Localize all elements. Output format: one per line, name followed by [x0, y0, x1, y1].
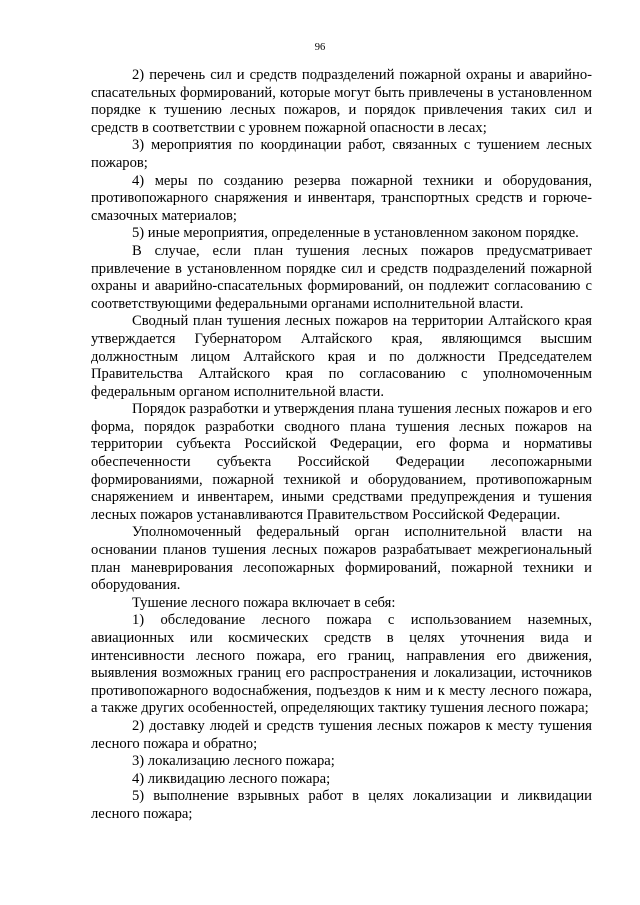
- paragraph-development-procedure: Порядок разработки и утверждения плана тушения лесных пожаров и его форма, порядок разработки сводного плана тушения лесных пожаров на территории субъекта Российской Федерации, его форма и нормативы обеспеченности субъекта Российской Федерации лесопожарными формированиями, пожарной техникой и оборудованием, противопожарным снаряжением и инвентарем, иными средствами предупреждения и тушения лесных пожаров устанавливаются Правительством Российской Федерации.: [91, 401, 592, 523]
- page-number: 96: [314, 42, 326, 53]
- paragraph-firefighting-item-5: 5) выполнение взрывных работ в целях локализации и ликвидации лесного пожара;: [91, 788, 592, 822]
- paragraph-interregional-plan: Уполномоченный федеральный орган исполнительной власти на основании планов тушения лесных пожаров разрабатывает межрегиональный план маневрирования лесопожарных формирований, пожарной техники и оборудования.: [91, 524, 592, 594]
- paragraph-firefighting-item-2: 2) доставку людей и средств тушения лесных пожаров к месту тушения лесного пожара и обратно;: [91, 717, 592, 752]
- paragraph-list-item-5: 5) иные мероприятия, определенные в установленном законом порядке.: [132, 225, 579, 242]
- paragraph-firefighting-includes: Тушение лесного пожара включает в себя:: [132, 594, 396, 611]
- paragraph-firefighting-item-3: 3) локализацию лесного пожара;: [132, 753, 335, 770]
- paragraph-firefighting-item-1: 1) обследование лесного пожара с использованием наземных, авиационных или космических средств в целях уточнения вида и интенсивности лесного пожара, его границ, направления его движения, выявления возможных границ его распространения и локализации, источников противопожарного водоснабжения, подъездов к ним и к месту лесного пожара, а также других особенностей, определяющих тактику тушения лесного пожара;: [91, 612, 592, 717]
- paragraph-list-item-2: 2) перечень сил и средств подразделений пожарной охраны и аварийно-спасательных формирований, которые могут быть привлечены в установленном порядке к тушению лесных пожаров, и порядок привлечения таких сил и средств в соответствии с уровнем пожарной опасности в лесах;: [91, 67, 592, 136]
- document-body: [91, 67, 592, 824]
- paragraph-consolidated-plan: Сводный план тушения лесных пожаров на территории Алтайского края утверждается Губернатором Алтайского края, являющимся высшим должностным лицом Алтайского края и по должности Председателем Правительства Алтайского края по согласованию с уполномоченным федеральным органом исполнительной власти.: [91, 313, 592, 400]
- paragraph-plan-approval: В случае, если план тушения лесных пожаров предусматривает привлечение в установленном порядке сил и средств подразделений пожарной охраны и аварийно-спасательных формирований, он подлежит согласованию с соответствующими федеральными органами исполнительной власти.: [91, 242, 592, 312]
- paragraph-firefighting-item-4: 4) ликвидацию лесного пожара;: [132, 770, 331, 787]
- paragraph-list-item-4: 4) меры по созданию резерва пожарной техники и оборудования, противопожарного снаряжения и инвентаря, транспортных средств и горюче-смазочных материалов;: [91, 172, 592, 224]
- paragraph-list-item-3: 3) мероприятия по координации работ, связанных с тушением лесных пожаров;: [91, 137, 592, 171]
